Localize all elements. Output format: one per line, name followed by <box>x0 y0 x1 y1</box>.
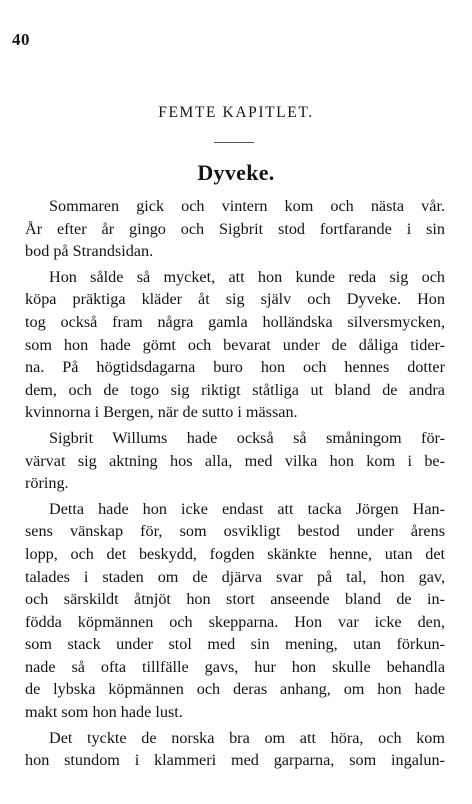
text-line: de lybska köpmännen och deras anhang, om hon hade <box>25 680 445 699</box>
body-text <box>25 195 445 775</box>
page-number: 40 <box>12 30 30 49</box>
text-line: köpa präktiga kläder åt sig själv och Dyveke. Hon <box>25 290 445 309</box>
text-line: värvat sig aktning hos alla, med vilka hon kom i be- <box>25 451 445 470</box>
text-line: Sommaren gick och vintern kom och nästa vår. <box>49 197 445 215</box>
paragraph <box>25 266 445 424</box>
text-line: makt som hon hade lust. <box>25 703 183 722</box>
text-line: talades i staden om de djärva svar på tal, hon gav, <box>25 567 445 586</box>
text-line: Hon sålde så mycket, att hon kunde reda sig och <box>49 267 445 286</box>
paragraph <box>25 498 445 724</box>
text-line: och särskildt åtnjöt hon stort anseende bland de in- <box>25 590 445 609</box>
paragraph <box>25 427 445 495</box>
paragraph <box>25 195 445 263</box>
text-line: Detta hade hon icke endast att tacka Jörgen Han- <box>49 499 445 518</box>
text-line: röring. <box>25 474 69 493</box>
text-line: År efter år gingo och Sigbrit stod fortfarande i sin <box>25 219 445 238</box>
paragraph <box>25 727 445 772</box>
text-line: sens vänskap för, som osvikligt bestod under årens <box>25 522 445 541</box>
title-rule <box>214 142 254 143</box>
text-line: hon stundom i klammeri med garparna, som ingalun- <box>25 751 445 770</box>
text-line: födda köpmännen och skepparna. Hon var icke den, <box>25 612 445 631</box>
text-line: dem, och de togo sig riktigt ståtliga ut bland de andra <box>25 380 445 399</box>
chapter-heading: FEMTE KAPITLET. <box>158 104 314 121</box>
text-line: tog också fram några gamla holländska silversmycken, <box>25 312 445 331</box>
text-line: na. På högtidsdagarna buro hon och hennes dotter <box>25 358 445 377</box>
text-line: kvinnorna i Bergen, när de sutto i mässan. <box>25 403 298 422</box>
text-line: Det tyckte de norska bra om att höra, och kom <box>49 728 445 747</box>
chapter-title: Dyveke. <box>197 160 275 185</box>
text-line: Sigbrit Willums hade också så småningom för- <box>49 428 445 447</box>
text-line: lopp, och det beskydd, fogden skänkte henne, utan det <box>25 544 445 563</box>
text-line: som stack under stol med sin mening, utan förkun- <box>25 635 445 654</box>
text-line: nade så ofta tillfälle gavs, hur hon skulle behandla <box>25 657 445 676</box>
text-line: som hon hade gömt och bevarat under de dåliga tider- <box>25 335 445 354</box>
text-line: bod på Strandsidan. <box>25 242 154 261</box>
